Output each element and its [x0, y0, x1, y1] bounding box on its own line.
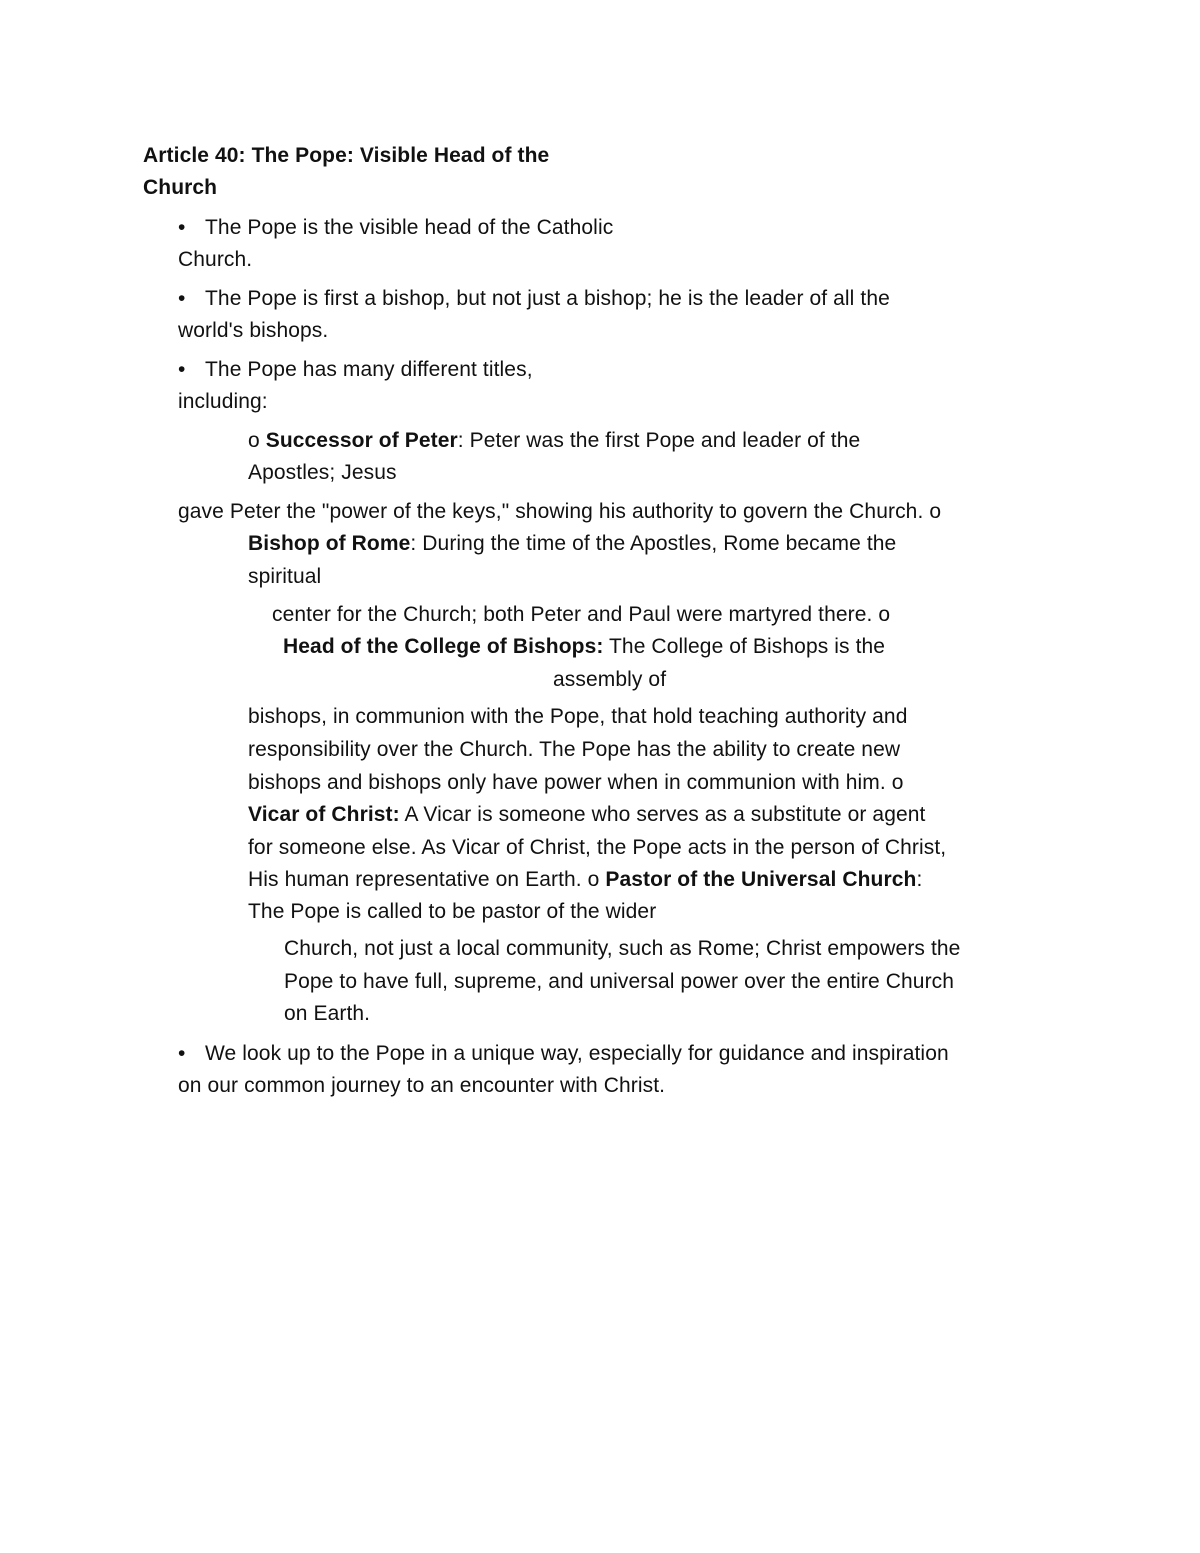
college-line-4: responsibility over the Church. The Pope has the ability to create new [248, 738, 901, 761]
term-head-of-college-of-bishops: Head of the College of Bishops: [283, 635, 604, 658]
term-bishop-of-rome: Bishop of Rome [248, 532, 411, 555]
bullet-item-2-line-1 [178, 286, 890, 312]
vicar-line-3 [248, 867, 922, 893]
successor-line-3: gave Peter the "power of the keys," showing his authority to govern the Church. o [178, 500, 942, 523]
bullet-item-2-line-2: world's bishops. [178, 319, 329, 342]
title-successor-of-peter [248, 428, 860, 454]
bishop-of-rome-line-2: spiritual [248, 565, 322, 588]
bullet-item-3-line-2: including: [178, 390, 268, 413]
definition-text: A Vicar is someone who serves as a substitute or agent [399, 803, 926, 826]
pastor-line-2: The Pope is called to be pastor of the wider [248, 900, 657, 923]
vicar-line-2: for someone else. As Vicar of Christ, the Pope acts in the person of Christ, [248, 836, 947, 859]
bullet-item-4-line-1 [178, 1041, 949, 1067]
college-line-2: assembly of [553, 668, 667, 691]
term-pastor-of-universal-church: Pastor of the Universal Church [605, 868, 917, 891]
title-bishop-of-rome [248, 531, 896, 557]
article-title-line-2: Church [143, 176, 218, 199]
college-line-5: bishops and bishops only have power when in communion with him. o [248, 771, 904, 794]
term-successor-of-peter: Successor of Peter [265, 429, 458, 452]
colon: : [916, 868, 923, 891]
pastor-line-4: Pope to have full, supreme, and universal power over the entire Church [284, 970, 955, 993]
title-vicar-of-christ [248, 802, 925, 828]
bullet-marker: • [178, 287, 186, 310]
definition-text: : During the time of the Apostles, Rome became the [410, 532, 897, 555]
bullet-item-3-line-1 [178, 357, 533, 383]
bullet-marker: • [178, 216, 186, 239]
title-head-of-college [283, 634, 885, 660]
sub-bullet-marker: o [248, 429, 266, 452]
bullet-item-1-line-2: Church. [178, 248, 253, 271]
article-title-line-1: Article 40: The Pope: Visible Head of the [143, 144, 550, 167]
bullet-item-4-line-2: on our common journey to an encounter with Christ. [178, 1074, 666, 1097]
bullet-item-1-line-1 [178, 215, 613, 241]
definition-text: : Peter was the first Pope and leader of the [457, 429, 861, 452]
successor-line-2: Apostles; Jesus [248, 461, 397, 484]
term-vicar-of-christ: Vicar of Christ: [248, 803, 400, 826]
bullet-text: The Pope is first a bishop, but not just a bishop; he is the leader of all the [205, 287, 890, 310]
bullet-marker: • [178, 1042, 186, 1065]
pastor-line-3: Church, not just a local community, such as Rome; Christ empowers the [284, 937, 961, 960]
bullet-text: The Pope has many different titles, [205, 358, 533, 381]
bullet-text: We look up to the Pope in a unique way, especially for guidance and inspiration [205, 1042, 949, 1065]
definition-text: The College of Bishops is the [603, 635, 886, 658]
bullet-marker: • [178, 358, 186, 381]
college-line-3: bishops, in communion with the Pope, that hold teaching authority and [248, 705, 908, 728]
bishop-of-rome-line-3: center for the Church; both Peter and Paul were martyred there. o [272, 603, 891, 626]
line-text: His human representative on Earth. o [248, 868, 606, 891]
bullet-text: The Pope is the visible head of the Catholic [205, 216, 614, 239]
pastor-line-5: on Earth. [284, 1002, 371, 1025]
